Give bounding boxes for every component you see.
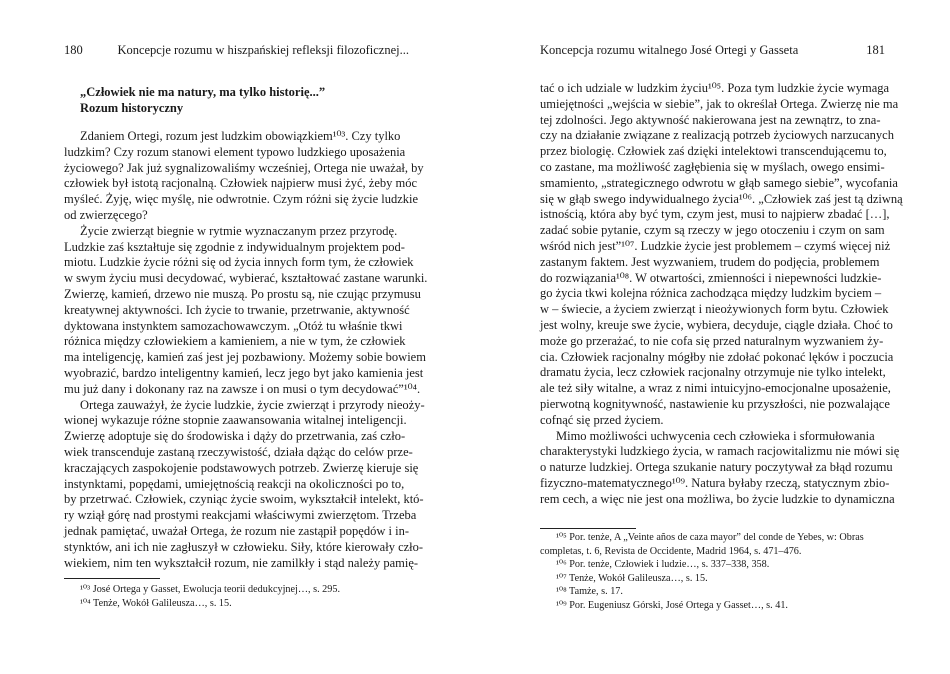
footnote-line: ¹⁰⁵ Por. tenże, A „Veinte años de caza mayor” del conde de Yebes, w: Obras [556,532,864,543]
right-footnotes [540,531,864,613]
text-line: Zdaniem Ortegi, rozum jest ludzkim obowiązkiem¹⁰³. Czy tylko [80,129,401,143]
footnote-line: ¹⁰⁶ Por. tenże, Człowiek i ludzie…, s. 337–338, 358. [556,559,770,571]
text-line: istnością, która aby być tym, czym jest, musi to najpierw zbadać […], [540,207,890,222]
text-line: rem cech, a więc nie jest ona możliwa, bo życie ludzkie to dynamiczna [540,491,895,506]
text-line: instynktami, popędami, umiejętnością reakcji na okoliczności po to, [64,476,405,491]
footnote-separator [64,578,160,579]
text-line: pierwotną kognitywność, nastawienie ku przyszłości, nie pozwalające [540,396,890,411]
text-line: dyktowana instynktem samozachowawczym. „Otóż tu właśnie tkwi [64,318,403,333]
text-line: się w głąb swego indywidualnego życia¹⁰⁶. „Człowiek zaś jest tą dziwną [540,191,903,206]
text-line: wiekiem, nim ten wykształcił rozum, nie zamilkły i stąd należy pamię- [64,555,419,570]
text-line: wionej wykazuje różne stopnie zaawansowania witalnej inteligencji. [64,413,407,428]
text-line: o naturze ludzkiej. Ortega szukanie natury poczytywał za błąd rozumu [540,460,893,475]
text-line: ry wziął górę nad prostymi reakcjami właściwymi zwierzętom. Trzeba [64,508,417,523]
footnote-line: ¹⁰⁴ Tenże, Wokół Galileusza…, s. 15. [80,597,232,609]
text-line: co zastane, ma możliwość zagłębienia się w myślach, owego ensimi- [540,159,885,174]
section-heading-line: „Człowiek nie ma natury, ma tylko historię...” [80,85,326,99]
text-line: mu już dany i dokonany raz na zawsze i on musi o tym decydować”¹⁰⁴. [64,381,421,396]
text-line: różnica między człowiekiem a kamieniem, a nie w tym, że człowiek [64,334,406,349]
text-line: wiek transcenduje zastaną rzeczywistość, działa dążąc do celów prze- [64,444,413,459]
text-line: Zwierzę adoptuje się do środowiska i dąży do przetrwania, zaś czło- [64,429,406,444]
footnote-line: ¹⁰⁹ Por. Eugeniusz Górski, José Ortega y Gasset…, s. 41. [556,599,788,611]
text-line: fizyczno-matematycznego¹⁰⁹. Natura byłaby rzeczą, statycznym zbio- [540,475,890,490]
right-page-number: 181 [866,43,885,57]
right-page [540,0,903,674]
text-line: zastanym faktem. Jest wyzwaniem, trudem do podjęcia, problemem [540,254,880,269]
text-line: cofnąć się przed życiem. [540,412,664,427]
text-line: Ortega zauważył, że życie ludzkie, życie zwierząt i przyrody nieoży- [80,397,425,412]
text-line: jednak pamiętać, uważał Ortega, że rozum nie zastąpił popędów i in- [64,523,409,538]
text-line: do rozwiązania¹⁰⁸. W otwartości, zmienności i niepewności ludzkie- [540,270,882,285]
text-line: ludzkim? Czy rozum stanowi element typowo ludzkiego uposażenia [64,144,406,159]
section-heading [80,85,325,116]
text-line: charakterystyki ludzkiego życia, w ramach racjowitalizmu nie mówi się [540,444,900,459]
footnote-line: ¹⁰³ José Ortega y Gasset, Ewolucja teorii dedukcyjnej…, s. 295. [80,584,341,595]
text-line: umiejętności „wejścia w siebie”, jak to określał Ortega. Zwierzę nie ma [540,96,899,111]
footnote-line: ¹⁰⁷ Tenże, Wokół Galileusza…, s. 15. [556,572,708,584]
text-line: ale też siły witalne, a wraz z nimi intuicyjno-emocjonalne uposażenie, [540,381,891,396]
text-line: by przetrwać. Człowiek, czyniąc życie swoim, wykształcił intelekt, któ- [64,492,424,507]
text-line: tać o ich udziale w ludzkim życiu¹⁰⁵. Poza tym ludzkie życie wymaga [540,81,890,95]
text-line: wyobrazić, bardzo inteligentny kamień, lecz jego byt jako kamienia jest [64,365,424,380]
text-line: może go przerażać, to nie cofa się przed naturalnym wyzwaniem ży- [540,333,884,348]
text-line: miotu. Ludzkie życie różni się od życia innych form tym, że człowiek [64,255,414,270]
text-line: od zwierzęcego? [64,207,148,222]
text-line: myśleć. Żyję, więc myślę, nie odwrotnie. Czym różni się życie ludzkie [64,192,419,207]
text-line: go życia tkwi kolejna różnica zachodząca między ludzkim byciem – [540,286,882,301]
left-page-number: 180 [64,43,83,57]
text-line: tej zdolności. Jego aktywność nakierowana jest na zewnątrz, to zna- [540,112,881,127]
right-body-text [540,81,903,508]
text-line: życiowego? Jak już sygnalizowaliśmy wcześniej, Ortega nie uważał, by [64,160,424,175]
text-line: kraczających zaspokojenie podstawowych potrzeb. Zwierzę kieruje się [64,460,419,475]
text-line: jest wolny, kreuje swe życie, wybiera, decyduje, ciągle działa. Choć to [540,317,893,332]
left-footnotes [80,583,340,610]
text-line: człowiek był istotą racjonalną. Człowiek najpierw musi żyć, żeby móc [64,176,418,191]
text-line: dramatu życia, lecz człowiek racjonalny otrzymuje nie tylko intelekt, [540,365,886,380]
text-line: przez biologię. Człowiek zaś dzięki intelektowi transcendującemu to, [540,144,887,159]
right-running-head: Koncepcja rozumu witalnego José Ortegi y Gasseta [540,43,799,57]
text-line: Mimo możliwości uchwycenia cech człowieka i sformułowania [556,428,875,443]
text-line: czy na działanie związane z realizacją potrzeb życiowych narzucanych [540,128,894,143]
left-running-head: Koncepcje rozumu w hiszpańskiej refleksji filozoficznej... [117,43,409,57]
text-line: wśród nich jest”¹⁰⁷. Ludzkie życie jest problemem – czymś więcej niż [540,238,891,253]
text-line: cia. Człowiek racjonalny mógłby nie zdołać pokonać lęków i poczucia [540,349,894,364]
text-line: ma inteligencję, kamień zaś jest jej pozbawiony. Możemy sobie bowiem [64,350,426,365]
text-line: zadać sobie pytanie, czym są rzeczy w jego otoczeniu i czym on sam [540,223,885,238]
section-heading-line: Rozum historyczny [80,100,184,115]
text-line: Zwierzę, kamień, drzewo nie muszą. Po prostu są, nie czując przymusu [64,286,421,301]
left-page [64,0,428,674]
footnote-line: ¹⁰⁸ Tamże, s. 17. [556,586,623,598]
footnote-separator [540,528,636,529]
text-line: Ludzkie zaś kształtuje się zgodnie z indywidualnym projektem pod- [64,239,405,254]
text-line: stynktów, ani ich nie zagłuszył w człowieku. Siły, które kierowały czło- [64,539,424,554]
text-line: w swym życiu musi decydować, wybierać, kształtować zastane warunki. [64,271,428,286]
text-line: Życie zwierząt biegnie w rytmie wyznaczanym przez przyrodę. [80,223,398,238]
left-body-text [64,129,427,571]
text-line: smamiento, „strategicznego odwrotu w głąb samego siebie”, wycofania [540,175,898,190]
footnote-line: completas, t. 6, Revista de Occidente, Madrid 1964, s. 471–476. [540,545,802,557]
text-line: kreatywnej aktywności. Ich życie to trwanie, przetrwanie, aktywność [64,302,410,317]
text-line: w – świecie, a życiem zwierząt i nieożywionych form bytu. Człowiek [540,302,889,317]
